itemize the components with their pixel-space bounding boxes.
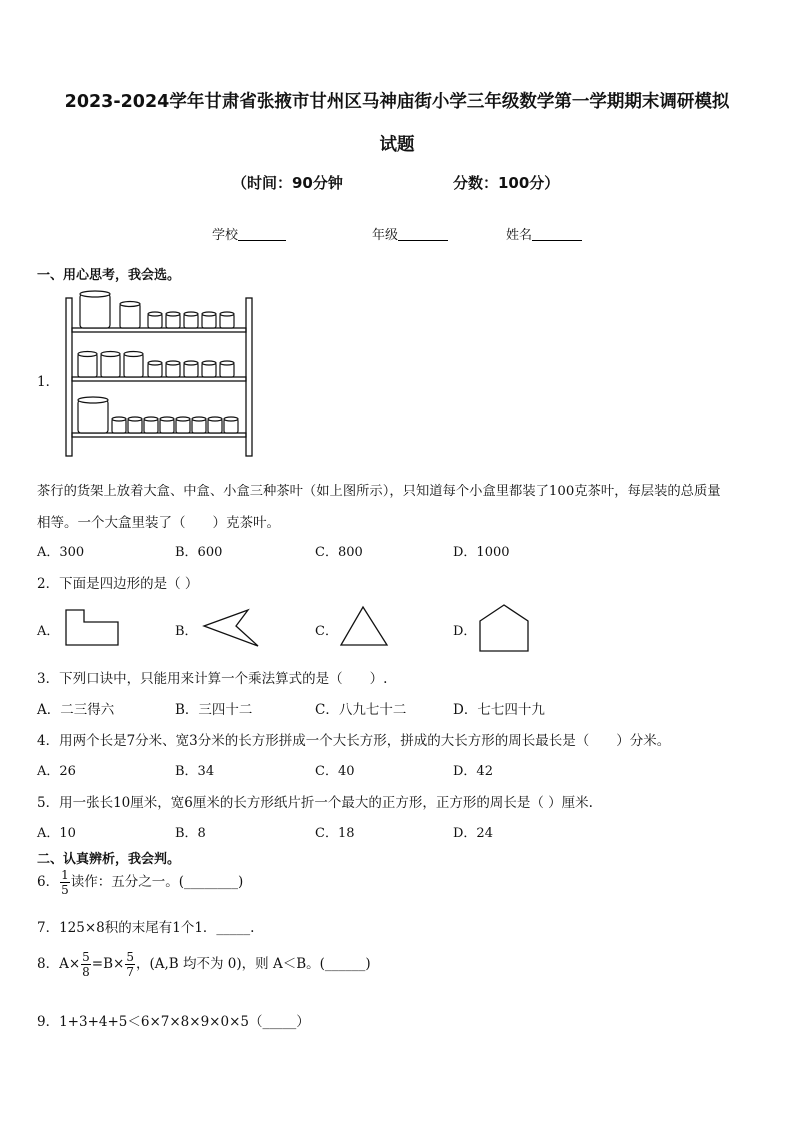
- q2-shape-b-concave-triangle: [202, 606, 262, 648]
- q2-option-c[interactable]: C．: [315, 624, 338, 639]
- q8-statement: [37, 950, 371, 979]
- q5-option-b[interactable]: B．8: [175, 826, 206, 841]
- q2-option-d[interactable]: D．: [453, 624, 477, 639]
- q1-text-line1: 茶行的货架上放着大盒、中盒、小盒三种茶叶（如上图所示），只知道每个小盒里都装了100克茶叶，每层装的总质量: [37, 484, 721, 499]
- section-2-title: 二、认真辨析，我会判。: [37, 852, 181, 867]
- q1-number: 1．: [37, 374, 60, 390]
- q2-option-a[interactable]: A．: [37, 624, 60, 639]
- q7-text: 7．125×8积的末尾有1个1．_____.: [37, 920, 255, 936]
- name-label: 姓名: [506, 228, 533, 243]
- grade-blank[interactable]: [398, 227, 448, 241]
- q2-shape-d-pentagon: [478, 603, 532, 653]
- q5-text: 5．用一张长10厘米，宽6厘米的长方形纸片折一个最大的正方形，正方形的周长是（ ）厘米.: [37, 795, 593, 811]
- q2-option-b[interactable]: B．: [175, 624, 198, 639]
- q3-option-a[interactable]: A．二三得六: [37, 702, 115, 718]
- name-field[interactable]: [506, 224, 582, 243]
- q8-number: 8．A×: [37, 956, 81, 972]
- q1-option-d[interactable]: D．1000: [453, 545, 510, 560]
- q8-fraction-2: $\frac{5}{7}$: [126, 950, 134, 979]
- page-title: 2023-2024学年甘肃省张掖市甘州区马神庙街小学三年级数学第一学期期末调研模拟: [64, 92, 730, 112]
- q5-option-a[interactable]: A．10: [37, 826, 76, 841]
- section-1-title: 一、用心思考，我会选。: [37, 268, 181, 283]
- tea-shelf-figure: [64, 288, 260, 458]
- q2-text: 2．下面是四边形的是（ ）: [37, 576, 199, 592]
- school-blank[interactable]: [238, 227, 286, 241]
- q6-fraction: $\frac{1}{5}$: [61, 868, 69, 897]
- q8-rest: ，(A,B 均不为 0)，则 A＜B。(______): [135, 956, 371, 972]
- q2-shape-c-triangle: [339, 605, 389, 649]
- school-field[interactable]: [212, 224, 286, 243]
- name-blank[interactable]: [532, 227, 582, 241]
- q1-option-a[interactable]: A．300: [37, 545, 85, 560]
- q2-shape-a-l-hexagon: [64, 608, 122, 648]
- grade-label: 年级: [372, 228, 399, 243]
- exam-time: （时间：90分钟: [232, 174, 343, 192]
- q1-option-c[interactable]: C．800: [315, 545, 363, 560]
- q6-number: 6．: [37, 874, 60, 890]
- q4-option-b[interactable]: B．34: [175, 764, 215, 779]
- page-title-line2: 试题: [379, 135, 415, 155]
- q6-statement: [37, 868, 243, 897]
- exam-score: 分数：100分）: [453, 174, 560, 192]
- grade-field[interactable]: [372, 224, 448, 243]
- q9-text: 9．1+3+4+5＜6×7×8×9×0×5（_____）: [37, 1014, 310, 1030]
- q5-option-c[interactable]: C．18: [315, 826, 355, 841]
- q8-fraction-1: $\frac{5}{8}$: [82, 950, 90, 979]
- q1-option-b[interactable]: B．600: [175, 545, 223, 560]
- q3-text: 3．下列口诀中，只能用来计算一个乘法算式的是（ ）.: [37, 671, 388, 687]
- q4-option-a[interactable]: A．26: [37, 764, 76, 779]
- q3-option-b[interactable]: B．三四十二: [175, 702, 253, 718]
- q3-option-d[interactable]: D．七七四十九: [453, 702, 545, 718]
- q4-option-c[interactable]: C．40: [315, 764, 355, 779]
- q8-mid: =B×: [91, 956, 125, 972]
- q5-option-d[interactable]: D．24: [453, 826, 493, 841]
- q4-option-d[interactable]: D．42: [453, 764, 493, 779]
- school-label: 学校: [212, 228, 239, 243]
- q1-text-line2: 相等。一个大盒里装了（ ）克茶叶。: [37, 515, 280, 531]
- q3-option-c[interactable]: C．八九七十二: [315, 702, 407, 718]
- q6-text: 读作：五分之一。(________): [70, 874, 244, 890]
- q4-text: 4．用两个长是7分米、宽3分米的长方形拼成一个大长方形，拼成的大长方形的周长最长是（ ）分米。: [37, 733, 671, 749]
